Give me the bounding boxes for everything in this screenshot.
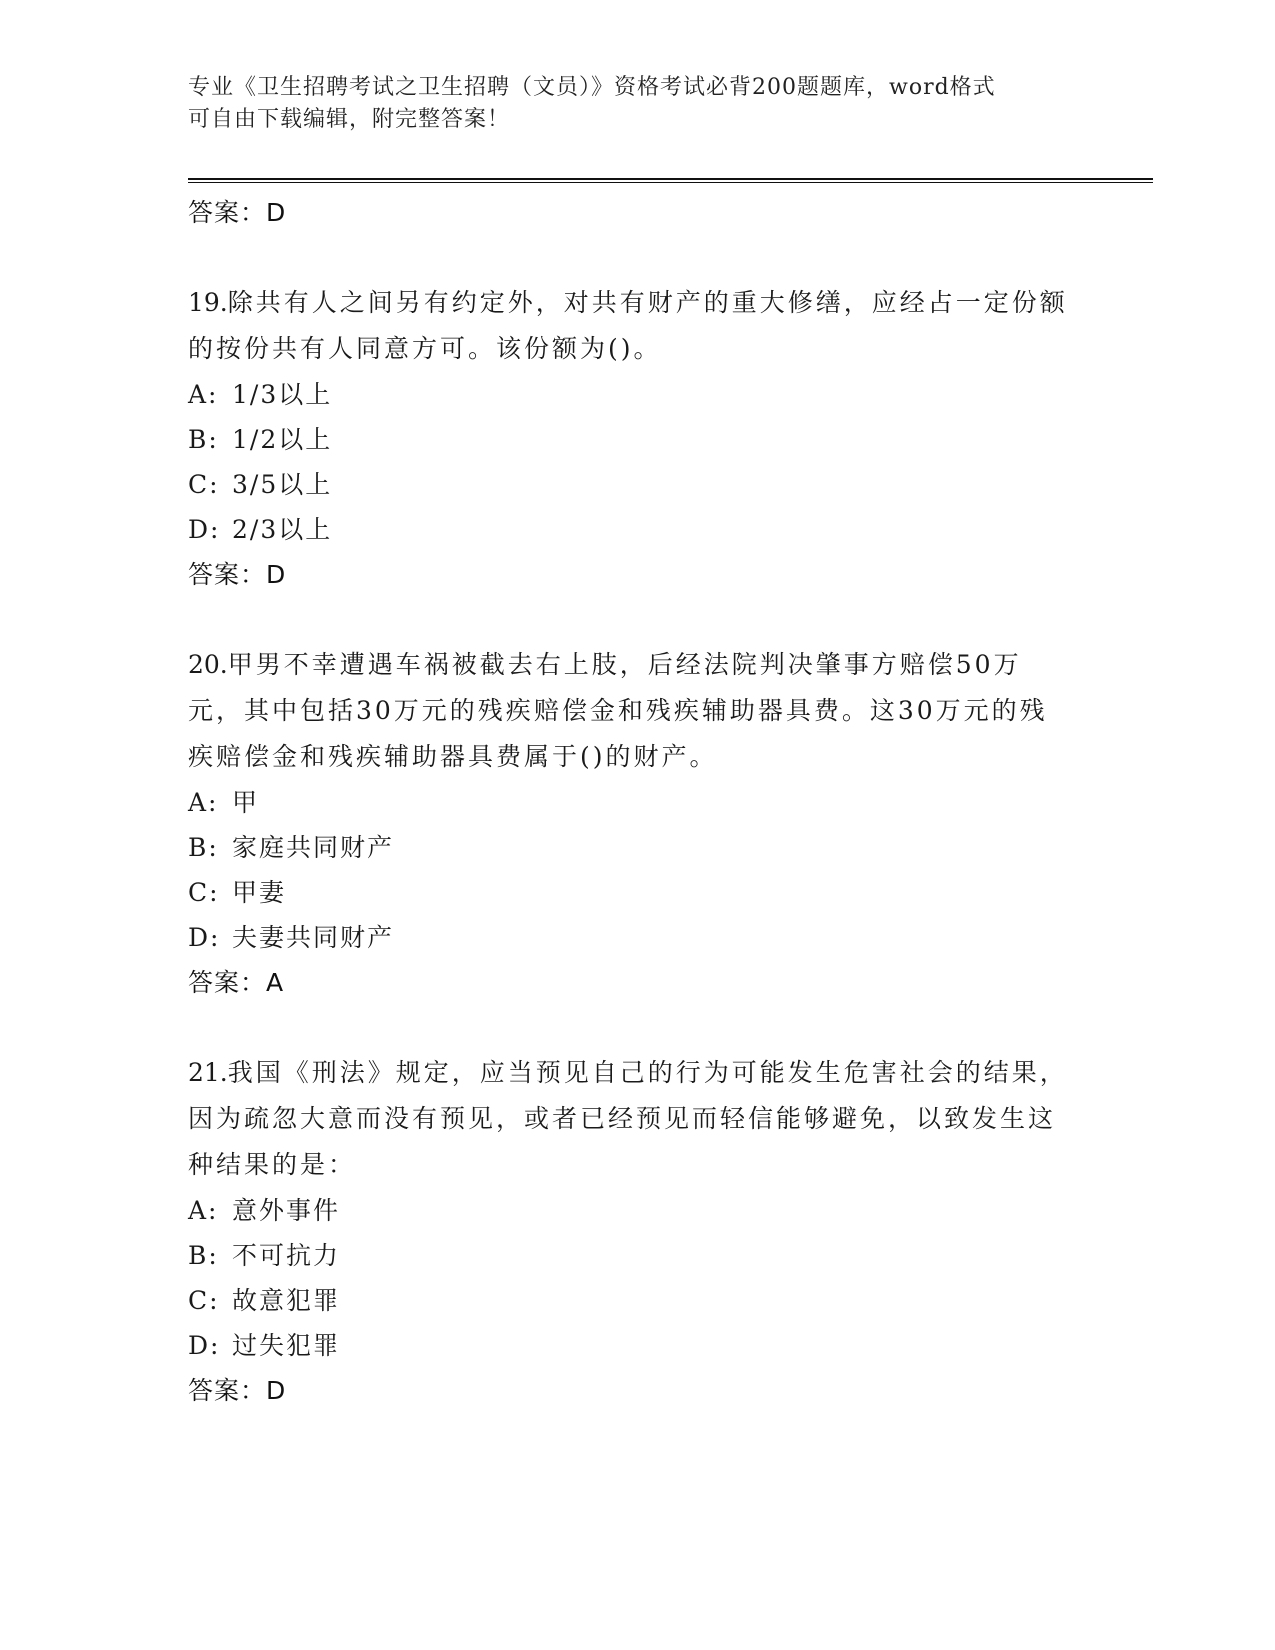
- header-title-line-1: 专业《卫生招聘考试之卫生招聘（文员）》资格考试必背200题题库，word格式: [188, 75, 996, 100]
- option-letter: C:: [188, 1286, 220, 1315]
- answer-line: 答案：D: [188, 1376, 287, 1405]
- option-text: 甲: [232, 788, 260, 817]
- option-text: 不可抗力: [232, 1241, 341, 1270]
- option-a: [188, 780, 1088, 825]
- option-c: [188, 1278, 1088, 1323]
- option-c: [188, 870, 1088, 915]
- question-19: [188, 280, 1088, 597]
- question-text: [188, 1050, 1068, 1188]
- option-b: [188, 1233, 1088, 1278]
- option-d: [188, 507, 1088, 552]
- option-letter: D:: [188, 923, 221, 952]
- document-header: [188, 72, 1068, 136]
- option-text: 1/3以上: [232, 380, 333, 409]
- option-text: 3/5以上: [232, 470, 333, 499]
- question-number: 19.: [188, 288, 228, 317]
- option-b: [188, 825, 1088, 870]
- option-letter: B:: [188, 425, 219, 454]
- option-d: [188, 1323, 1088, 1368]
- previous-answer: 答案：D: [188, 198, 287, 227]
- option-c: [188, 462, 1088, 507]
- question-number: 20.: [188, 650, 228, 679]
- question-text: [188, 280, 1068, 372]
- option-letter: A:: [188, 788, 219, 817]
- option-a: [188, 1188, 1088, 1233]
- question-number: 21.: [188, 1058, 228, 1087]
- question-body: 我国《刑法》规定，应当预见自己的行为可能发生危害社会的结果，因为疏忽大意而没有预见，或者已经预见而轻信能够避免，以致发生这种结果的是：: [188, 1058, 1068, 1179]
- question-list: [188, 190, 1088, 1413]
- option-letter: D:: [188, 1331, 221, 1360]
- option-text: 1/2以上: [232, 425, 333, 454]
- question-body: 甲男不幸遭遇车祸被截去右上肢，后经法院判决肇事方赔偿50万元，其中包括30万元的残疾赔偿金和残疾辅助器具费。这30万元的残疾赔偿金和残疾辅助器具费属于()的财产。: [188, 650, 1048, 771]
- option-letter: A:: [188, 380, 219, 409]
- option-d: [188, 915, 1088, 960]
- answer-line: 答案：A: [188, 968, 285, 997]
- option-text: 夫妻共同财产: [232, 923, 395, 952]
- option-text: 甲妻: [232, 878, 287, 907]
- option-b: [188, 417, 1088, 462]
- option-letter: C:: [188, 470, 220, 499]
- question-20: [188, 642, 1088, 1005]
- option-text: 意外事件: [232, 1196, 341, 1225]
- question-21: [188, 1050, 1088, 1413]
- option-text: 家庭共同财产: [232, 833, 395, 862]
- option-text: 故意犯罪: [232, 1286, 341, 1315]
- option-letter: D:: [188, 515, 221, 544]
- option-text: 2/3以上: [232, 515, 333, 544]
- option-a: [188, 372, 1088, 417]
- question-text: [188, 642, 1068, 780]
- answer-line: 答案：D: [188, 560, 287, 589]
- option-letter: C:: [188, 878, 220, 907]
- option-letter: B:: [188, 1241, 219, 1270]
- question-body: 除共有人之间另有约定外，对共有财产的重大修缮，应经占一定份额的按份共有人同意方可。该份额为()。: [188, 288, 1068, 363]
- option-text: 过失犯罪: [232, 1331, 341, 1360]
- header-title-line-2: 可自由下载编辑，附完整答案！: [188, 107, 511, 132]
- option-letter: A:: [188, 1196, 219, 1225]
- option-letter: B:: [188, 833, 219, 862]
- header-divider: [188, 178, 1153, 183]
